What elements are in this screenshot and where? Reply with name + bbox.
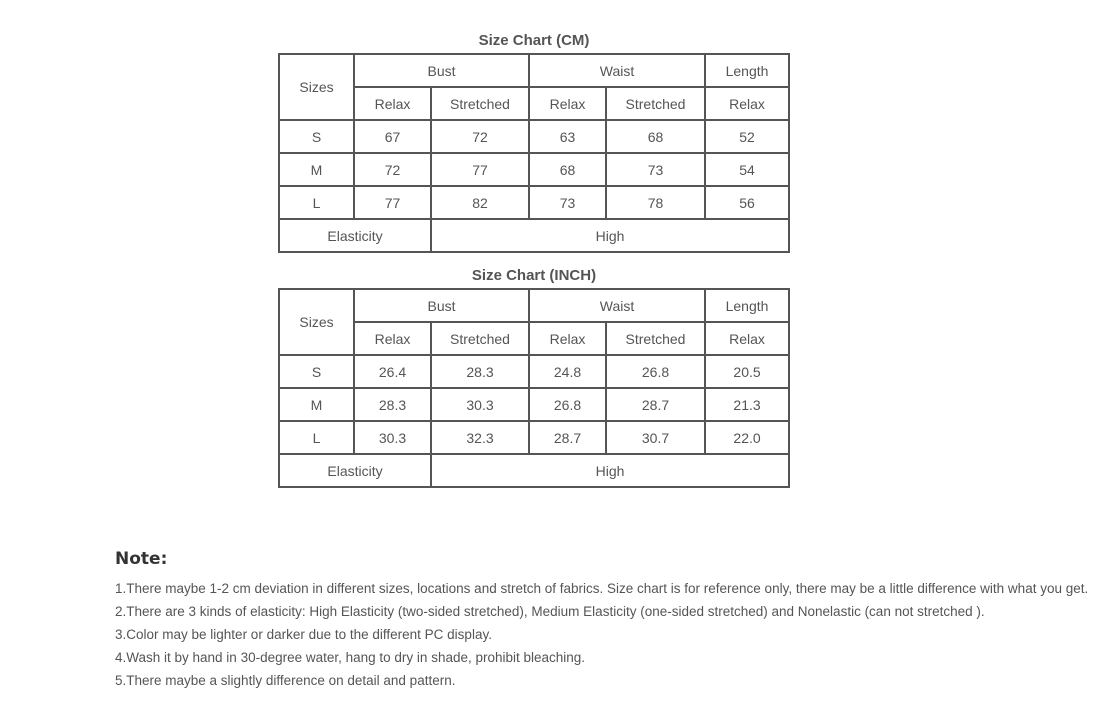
size-chart-inch-table xyxy=(278,288,790,488)
table-subheader-row xyxy=(279,322,789,355)
waist-stretched-cell: 26.8 xyxy=(606,355,705,388)
size-cell: L xyxy=(279,186,354,219)
size-cell: M xyxy=(279,153,354,186)
size-cell: M xyxy=(279,388,354,421)
elasticity-value: High xyxy=(431,454,789,487)
table-subheader-row xyxy=(279,87,789,120)
length-relax-cell: 52 xyxy=(705,120,789,153)
header-waist-relax: Relax xyxy=(529,87,606,120)
note-item: 3.Color may be lighter or darker due to the different PC display. xyxy=(115,627,492,642)
bust-stretched-cell: 77 xyxy=(431,153,529,186)
table-row xyxy=(279,186,789,219)
header-bust-relax: Relax xyxy=(354,87,431,120)
bust-stretched-cell: 82 xyxy=(431,186,529,219)
note-item: 1.There maybe 1-2 cm deviation in different sizes, locations and stretch of fabrics. Size chart is for reference only, there may be a little difference with what you get. xyxy=(115,581,1089,596)
note-item: 4.Wash it by hand in 30-degree water, hang to dry in shade, prohibit bleaching. xyxy=(115,650,586,665)
note-item: 2.There are 3 kinds of elasticity: High Elasticity (two-sided stretched), Medium Elasticity (one-sided stretched) and Nonelastic (can not stretched ). xyxy=(115,604,985,619)
size-chart-cm-table xyxy=(278,53,790,253)
waist-relax-cell: 24.8 xyxy=(529,355,606,388)
note-item: 5.There maybe a slightly difference on detail and pattern. xyxy=(115,673,456,688)
elasticity-label: Elasticity xyxy=(279,454,431,487)
length-relax-cell: 21.3 xyxy=(705,388,789,421)
bust-stretched-cell: 30.3 xyxy=(431,388,529,421)
bust-relax-cell: 77 xyxy=(354,186,431,219)
header-waist-stretched: Stretched xyxy=(606,87,705,120)
note-title: Note: xyxy=(115,549,168,569)
waist-stretched-cell: 28.7 xyxy=(606,388,705,421)
header-bust-stretched: Stretched xyxy=(431,87,529,120)
length-relax-cell: 54 xyxy=(705,153,789,186)
waist-stretched-cell: 73 xyxy=(606,153,705,186)
size-cell: S xyxy=(279,355,354,388)
waist-stretched-cell: 78 xyxy=(606,186,705,219)
length-relax-cell: 56 xyxy=(705,186,789,219)
waist-relax-cell: 73 xyxy=(529,186,606,219)
bust-stretched-cell: 28.3 xyxy=(431,355,529,388)
table-header-row xyxy=(279,54,789,87)
table-row xyxy=(279,388,789,421)
header-waist: Waist xyxy=(529,54,705,87)
header-bust: Bust xyxy=(354,289,529,322)
table-row xyxy=(279,421,789,454)
header-length: Length xyxy=(705,54,789,87)
header-waist-stretched: Stretched xyxy=(606,322,705,355)
header-sizes: Sizes xyxy=(279,289,354,355)
header-length-relax: Relax xyxy=(705,322,789,355)
length-relax-cell: 22.0 xyxy=(705,421,789,454)
table-row xyxy=(279,153,789,186)
bust-relax-cell: 72 xyxy=(354,153,431,186)
table-row xyxy=(279,120,789,153)
header-length: Length xyxy=(705,289,789,322)
header-bust-stretched: Stretched xyxy=(431,322,529,355)
header-length-relax: Relax xyxy=(705,87,789,120)
elasticity-label: Elasticity xyxy=(279,219,431,252)
waist-relax-cell: 63 xyxy=(529,120,606,153)
header-bust: Bust xyxy=(354,54,529,87)
table-header-row xyxy=(279,289,789,322)
size-cell: L xyxy=(279,421,354,454)
header-sizes: Sizes xyxy=(279,54,354,120)
size-chart-inch-title: Size Chart (INCH) xyxy=(471,267,597,284)
waist-relax-cell: 26.8 xyxy=(529,388,606,421)
header-waist-relax: Relax xyxy=(529,322,606,355)
header-bust-relax: Relax xyxy=(354,322,431,355)
bust-relax-cell: 30.3 xyxy=(354,421,431,454)
waist-stretched-cell: 30.7 xyxy=(606,421,705,454)
size-cell: S xyxy=(279,120,354,153)
bust-stretched-cell: 72 xyxy=(431,120,529,153)
size-chart-cm-title: Size Chart (CM) xyxy=(478,32,590,49)
bust-relax-cell: 28.3 xyxy=(354,388,431,421)
header-waist: Waist xyxy=(529,289,705,322)
waist-stretched-cell: 68 xyxy=(606,120,705,153)
waist-relax-cell: 68 xyxy=(529,153,606,186)
table-row xyxy=(279,355,789,388)
elasticity-row xyxy=(279,454,789,487)
bust-relax-cell: 67 xyxy=(354,120,431,153)
bust-stretched-cell: 32.3 xyxy=(431,421,529,454)
note-section xyxy=(115,547,1089,692)
elasticity-row xyxy=(279,219,789,252)
waist-relax-cell: 28.7 xyxy=(529,421,606,454)
elasticity-value: High xyxy=(431,219,789,252)
length-relax-cell: 20.5 xyxy=(705,355,789,388)
bust-relax-cell: 26.4 xyxy=(354,355,431,388)
